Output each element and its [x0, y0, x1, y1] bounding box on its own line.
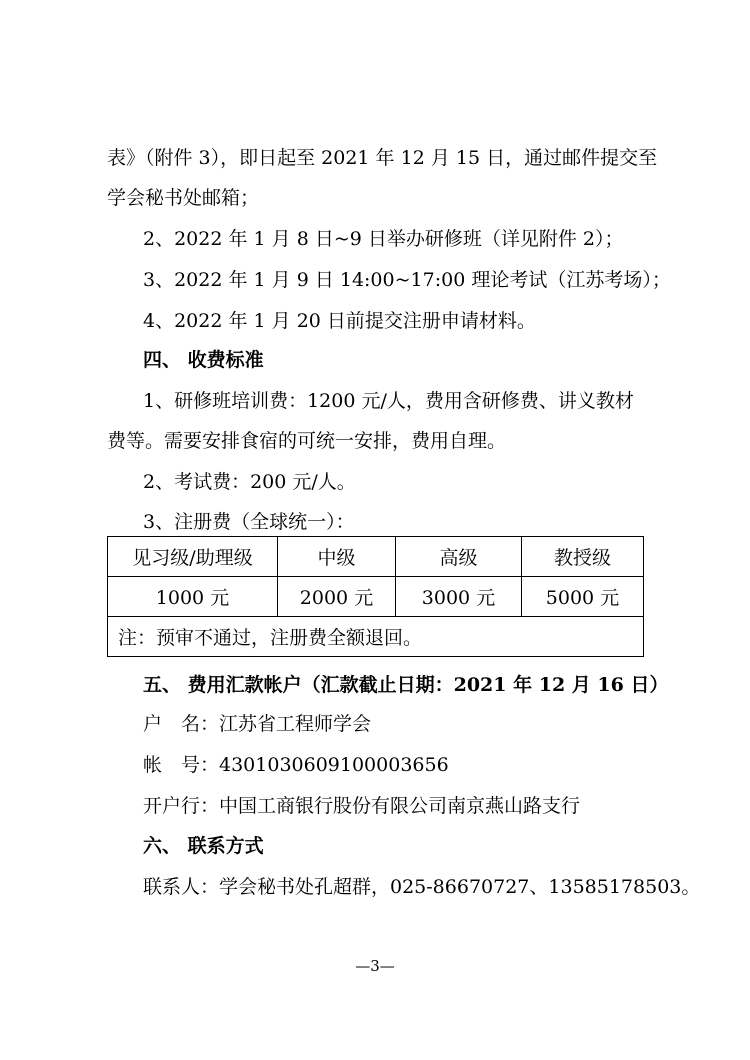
table-note-row — [108, 617, 644, 657]
table-note: 注：预审不通过，注册费全额退回。 — [108, 617, 644, 657]
table-header-row — [108, 537, 644, 577]
schedule-item-2: 2、2022 年 1 月 8 日~9 日举办研修班（详见附件 2）； — [143, 228, 624, 250]
registration-fee-table — [107, 536, 644, 657]
fee-item-1: 1、研修班培训费：1200 元/人，费用含研修费、讲义教材 — [143, 390, 634, 412]
table-cell: 5000 元 — [522, 577, 644, 617]
account-name: 户 名：江苏省工程师学会 — [143, 713, 372, 735]
fee-item-1-continued: 费等。需要安排食宿的可统一安排，费用自理。 — [107, 430, 507, 452]
paragraph-line: 表》（附件 3），即日起至 2021 年 12 月 15 日，通过邮件提交至 — [107, 147, 658, 169]
schedule-item-4: 4、2022 年 1 月 20 日前提交注册申请材料。 — [143, 310, 536, 332]
page-number: —3— — [355, 957, 395, 975]
paragraph-line: 学会秘书处邮箱； — [107, 187, 260, 209]
account-number: 帐 号：4301030609100003656 — [143, 754, 449, 776]
section-heading-fees: 四、 收费标准 — [143, 349, 264, 371]
table-header-cell: 高级 — [396, 537, 522, 577]
table-cell: 3000 元 — [396, 577, 522, 617]
table-row — [108, 577, 644, 617]
table-cell: 1000 元 — [108, 577, 278, 617]
bank-name: 开户行：中国工商银行股份有限公司南京燕山路支行 — [143, 795, 581, 817]
fee-item-2: 2、考试费：200 元/人。 — [143, 471, 356, 493]
table-header-cell: 见习级/助理级 — [108, 537, 278, 577]
table-cell: 2000 元 — [278, 577, 396, 617]
contact-info: 联系人：学会秘书处孔超群，025-86670727、13585178503。 — [143, 876, 701, 898]
section-heading-account: 五、 费用汇款帐户（汇款截止日期：2021 年 12 月 16 日） — [143, 674, 669, 696]
fee-item-3: 3、注册费（全球统一）： — [143, 511, 355, 533]
table-header-cell: 教授级 — [522, 537, 644, 577]
section-heading-contact: 六、 联系方式 — [143, 835, 264, 857]
schedule-item-3: 3、2022 年 1 月 9 日 14:00~17:00 理论考试（江苏考场）； — [143, 269, 671, 291]
table-header-cell: 中级 — [278, 537, 396, 577]
